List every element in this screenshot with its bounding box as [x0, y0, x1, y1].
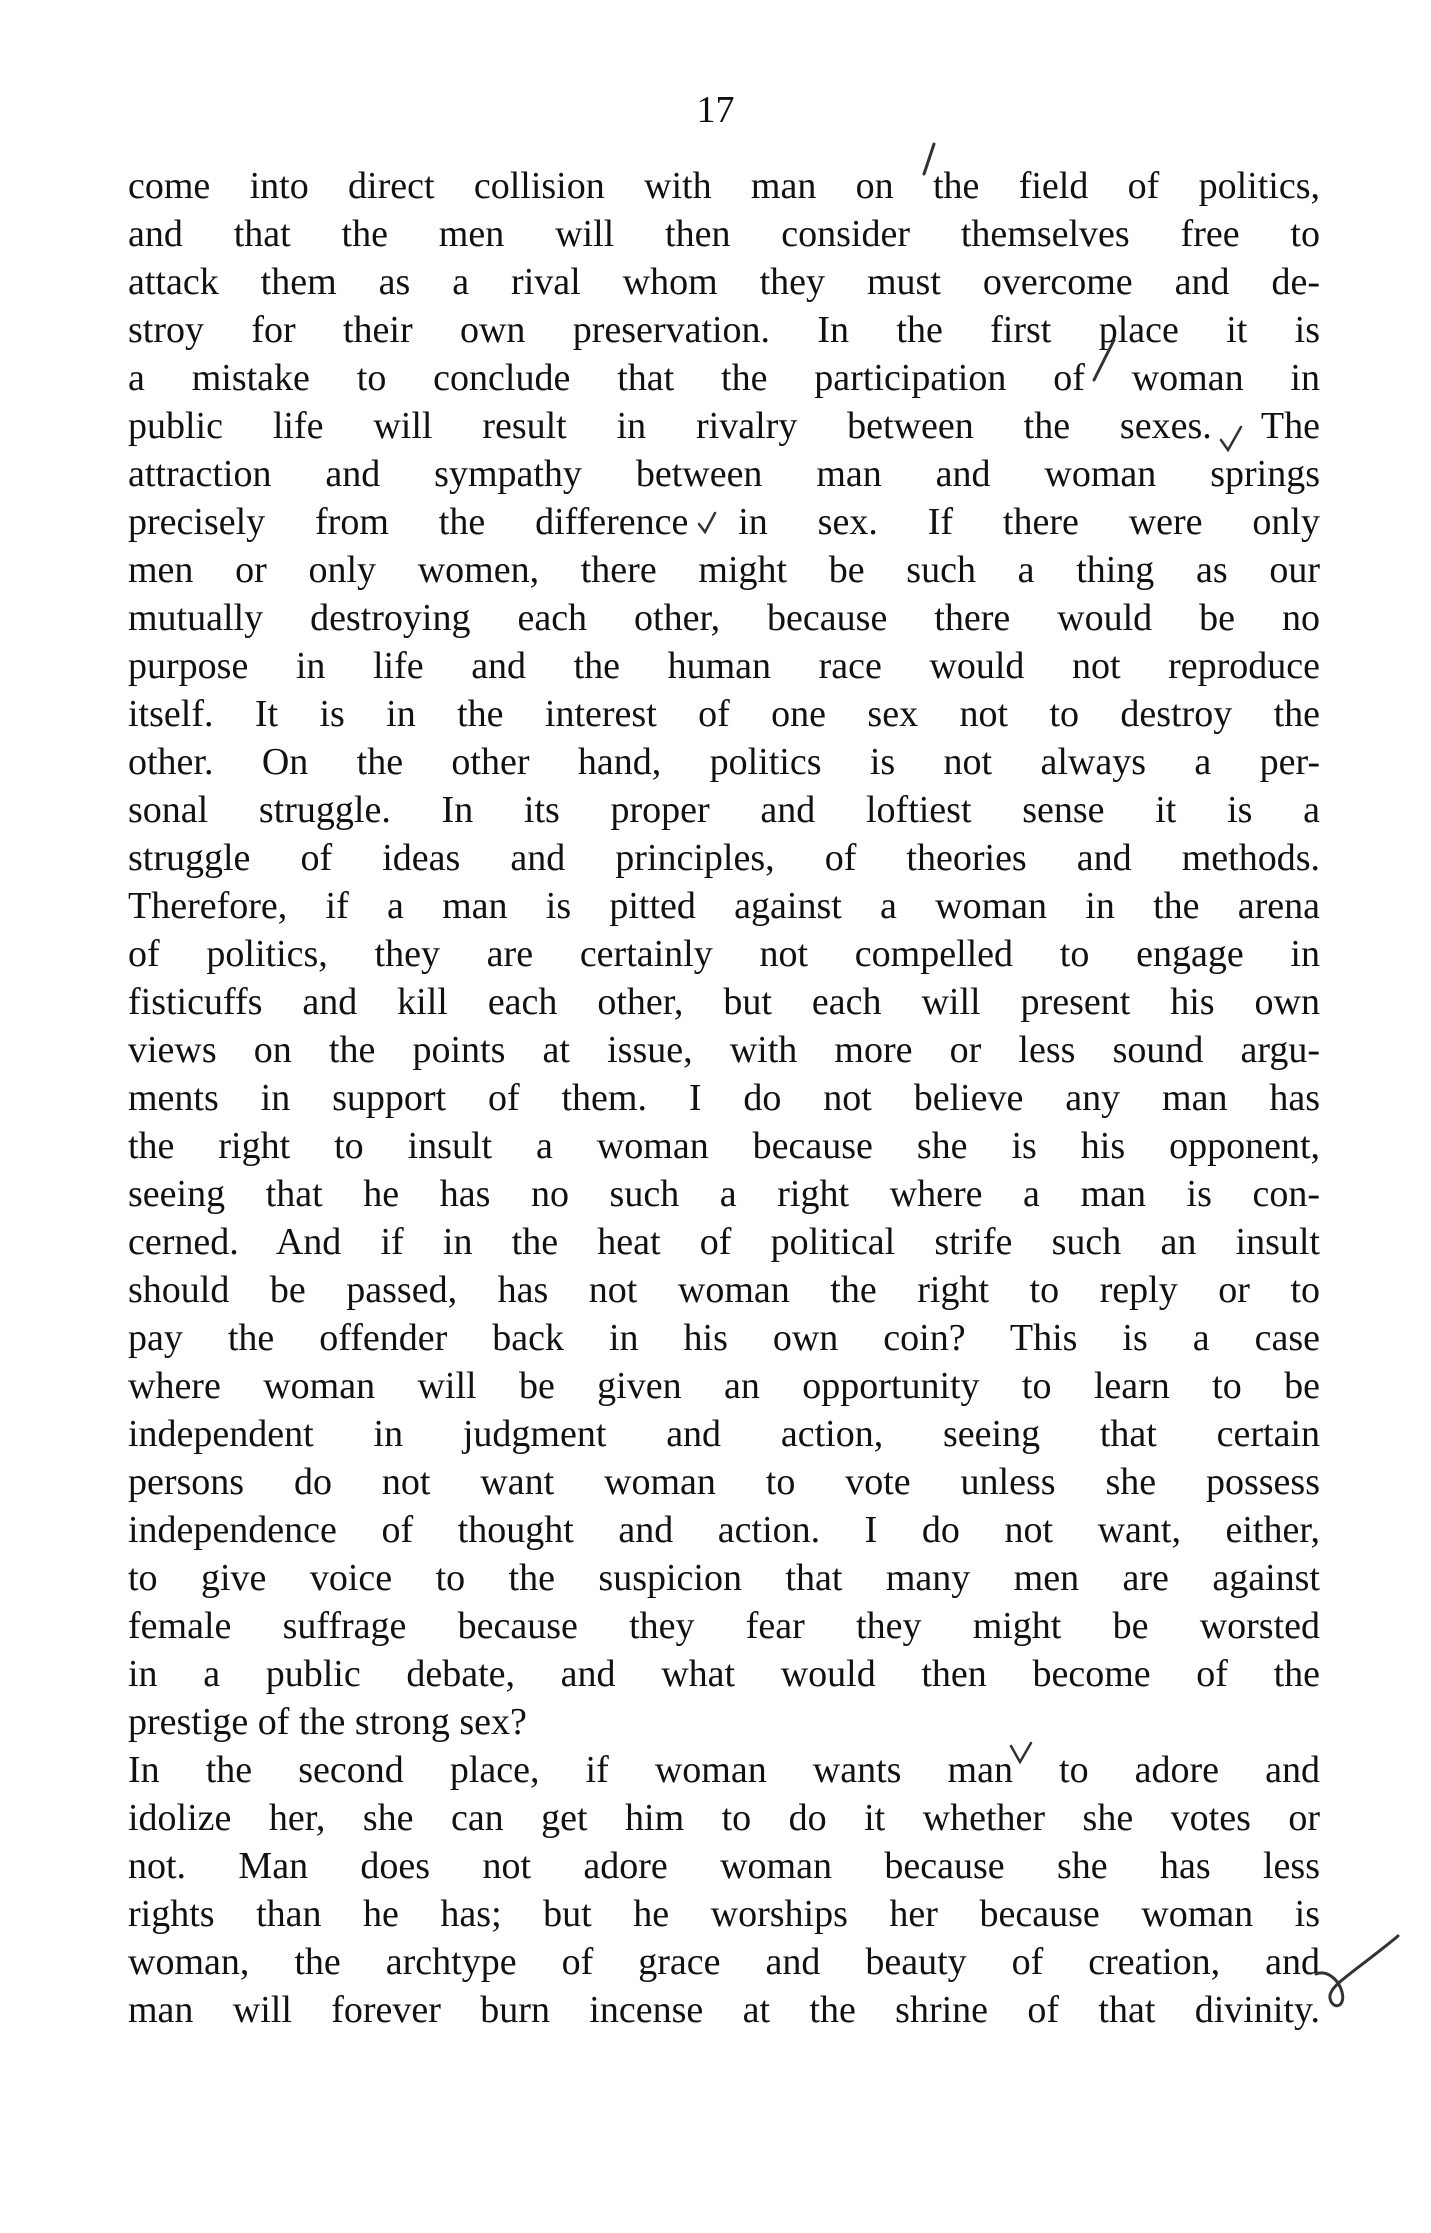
text-line: struggle of ideas and principles, of theories and methods. [128, 837, 1320, 879]
text-line: In the second place, if woman wants man to adore and [128, 1749, 1320, 1791]
text-line: men or only women, there might be such a thing as our [128, 549, 1320, 591]
text-line: precisely from the difference in sex. If there were only [128, 501, 1320, 543]
text-line: fisticuffs and kill each other, but each will present his own [128, 981, 1320, 1023]
text-line: Therefore, if a man is pitted against a woman in the arena [128, 885, 1320, 927]
text-line: other. On the other hand, politics is not always a per- [128, 741, 1320, 783]
text-line: stroy for their own preservation. In the first place it is [128, 309, 1320, 351]
text-line: woman, the archtype of grace and beauty of creation, and [128, 1941, 1320, 1983]
text-line: man will forever burn incense at the shrine of that divinity. [128, 1989, 1320, 2031]
text-line: attack them as a rival whom they must overcome and de- [128, 261, 1320, 303]
text-line: sonal struggle. In its proper and loftiest sense it is a [128, 789, 1320, 831]
page-number: 17 [696, 89, 735, 131]
text-line: seeing that he has no such a right where a man is con- [128, 1173, 1320, 1215]
text-line: idolize her, she can get him to do it whether she votes or [128, 1797, 1320, 1839]
text-line: where woman will be given an opportunity to learn to be [128, 1365, 1320, 1407]
text-line: of politics, they are certainly not compelled to engage in [128, 933, 1320, 975]
text-line: come into direct collision with man on the field of politics, [128, 165, 1320, 207]
text-line: persons do not want woman to vote unless she possess [128, 1461, 1320, 1503]
text-line: independence of thought and action. I do not want, either, [128, 1509, 1320, 1551]
text-line: a mistake to conclude that the participation of woman in [128, 357, 1320, 399]
body-text [128, 162, 1320, 2034]
text-line: and that the men will then consider themselves free to [128, 213, 1320, 255]
text-line: independent in judgment and action, seeing that certain [128, 1413, 1320, 1455]
text-line: the right to insult a woman because she is his opponent, [128, 1125, 1320, 1167]
text-line: pay the offender back in his own coin? This is a case [128, 1317, 1320, 1359]
text-line: mutually destroying each other, because there would be no [128, 597, 1320, 639]
text-line: ments in support of them. I do not believe any man has [128, 1077, 1320, 1119]
text-line: purpose in life and the human race would not reproduce [128, 645, 1320, 687]
text-line: views on the points at issue, with more or less sound argu- [128, 1029, 1320, 1071]
text-line: in a public debate, and what would then become of the [128, 1653, 1320, 1695]
text-line: public life will result in rivalry between the sexes. The [128, 405, 1320, 447]
text-line: attraction and sympathy between man and woman springs [128, 453, 1320, 495]
text-line: rights than he has; but he worships her because woman is [128, 1893, 1320, 1935]
text-line: cerned. And if in the heat of political strife such an insult [128, 1221, 1320, 1263]
pencil-flourish-mark [1312, 1930, 1402, 2020]
text-line: prestige of the strong sex? [128, 1701, 527, 1743]
text-line: to give voice to the suspicion that many men are against [128, 1557, 1320, 1599]
text-line: should be passed, has not woman the right to reply or to [128, 1269, 1320, 1311]
text-line: female suffrage because they fear they might be worsted [128, 1605, 1320, 1647]
text-line: not. Man does not adore woman because she has less [128, 1845, 1320, 1887]
text-line: itself. It is in the interest of one sex not to destroy the [128, 693, 1320, 735]
